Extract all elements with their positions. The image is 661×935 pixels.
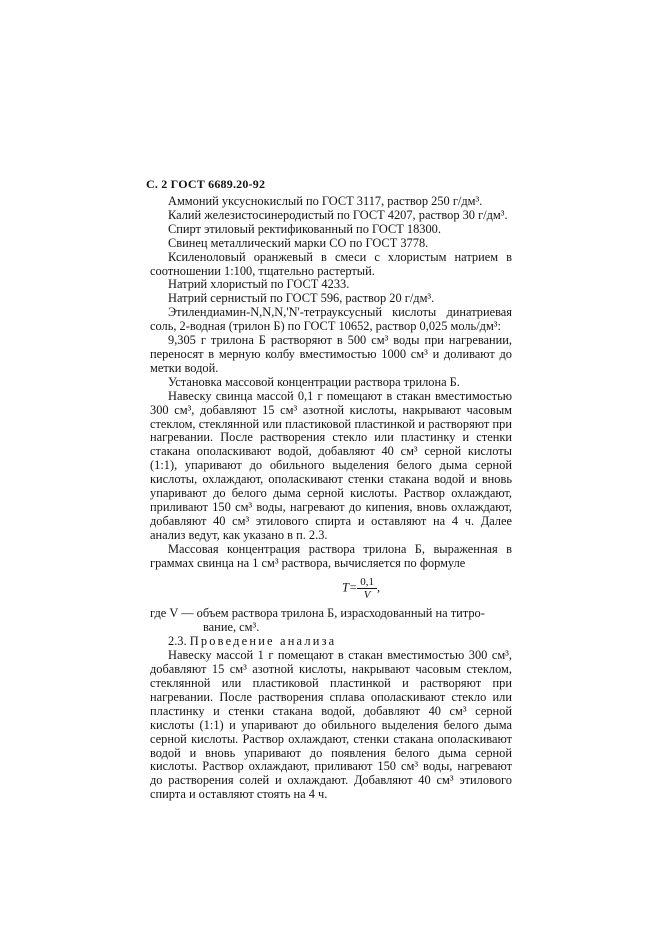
formula (210, 576, 512, 601)
trilon-b-preparation: 9,305 г трилона Б растворяют в 500 см³ воды при нагревании, переносят в мерную колбу вместимостью 1000 см³ и доливают до метки водой. (150, 333, 512, 375)
page-header: С. 2 ГОСТ 6689.20-92 (146, 177, 266, 191)
formula-denominator: V (363, 589, 371, 602)
standardization-body: Навеску свинца массой 0,1 г помещают в стакан вместимостью 300 см³, добавляют 15 см³ азотной кислоты, накрывают часовым стеклом, стеклянной или пластиковой пластинкой и растворяют при нагревании. После растворения стекло или пластинку и стенки стакана ополаскивают водой, добавляют 40 см³ серной кислоты (1:1), упаривают до обильного выделения белого дыма серной кислоты, охлаждают, ополаскивают стенки стакана водой и вновь упаривают до белого дыма серной кислоты. Раствор охлаждают, приливают 150 см³ воды, нагревают до кипения, вновь охлаждают, добавляют 40 см³ этилового спирта и оставляют на 4 ч. Далее анализ ведут, как указано в п. 2.3. (150, 388, 512, 542)
reagent-potassium-ferrocyanide: Калий железистосинеродистый по ГОСТ 4207, раствор 30 г/дм³. (168, 207, 508, 222)
reagent-sodium-sulfide: Натрий сернистый по ГОСТ 596, раствор 20 г/дм³. (168, 291, 435, 306)
formula-numerator: 0,1 (357, 576, 377, 589)
reagent-xylenol-orange: Ксиленоловый оранжевый в смеси с хлористым натрием в соотношении 1:100, тщательно растертый. (150, 249, 512, 278)
formula-legend (150, 607, 512, 635)
reagent-sodium-chloride: Натрий хлористый по ГОСТ 4233. (168, 277, 350, 292)
formula-intro: Массовая концентрация раствора трилона Б, выраженная в граммах свинца на 1 см³ раствора, вычисляется по формуле (150, 541, 512, 570)
formula-legend-line2: вание, см³. (203, 620, 260, 635)
analysis-heading-line (150, 635, 512, 649)
reagent-trilon-b: Этилендиамин-N,N,N,'N'-тетрауксусный кислоты динатриевая соль, 2-водная (трилон Б) по ГОСТ 10652, раствор 0,025 моль/дм³: (150, 305, 512, 334)
formula-legend-line1: где V — объем раствора трилона Б, израсходованный на титро- (150, 606, 485, 621)
section-number: 2.3. (168, 634, 187, 649)
reagent-ammonium-acetate: Аммоний уксуснокислый по ГОСТ 3117, раствор 250 г/дм³. (168, 194, 483, 208)
formula-lhs: T= (341, 580, 358, 595)
formula-tail: , (376, 580, 381, 595)
section-heading: Проведение анализа (189, 634, 337, 649)
reagent-ethanol: Спирт этиловый ректификованный по ГОСТ 18300. (168, 221, 441, 236)
analysis-body: Навеску массой 1 г помещают в стакан вместимостью 300 см³, добавляют 15 см³ азотной кислоты, накрывают часовым стеклом, стеклянной или пластиковой пластинкой и растворяют при нагревании. После растворения сплава ополаскивают стекло или пластинку и стенки стакана водой, добавляют 40 см³ серной кислоты (1:1) и упаривают до обильного выделения белого дыма серной кислоты. Раствор охлаждают, стенки стакана ополаскивают водой и вновь упаривают до появления белого дыма серной кислоты. Раствор охлаждают, приливают 150 см³ воды, нагревают до растворения солей и охлаждают. Добавляют 40 см³ этилового спирта и оставляют стоять на 4 ч. (150, 648, 512, 802)
reagent-lead: Свинец металлический марки СО по ГОСТ 3778. (168, 235, 429, 250)
body-text (150, 195, 512, 802)
formula-fraction (357, 576, 377, 601)
standardization-heading: Установка массовой концентрации раствора трилона Б. (168, 374, 460, 389)
